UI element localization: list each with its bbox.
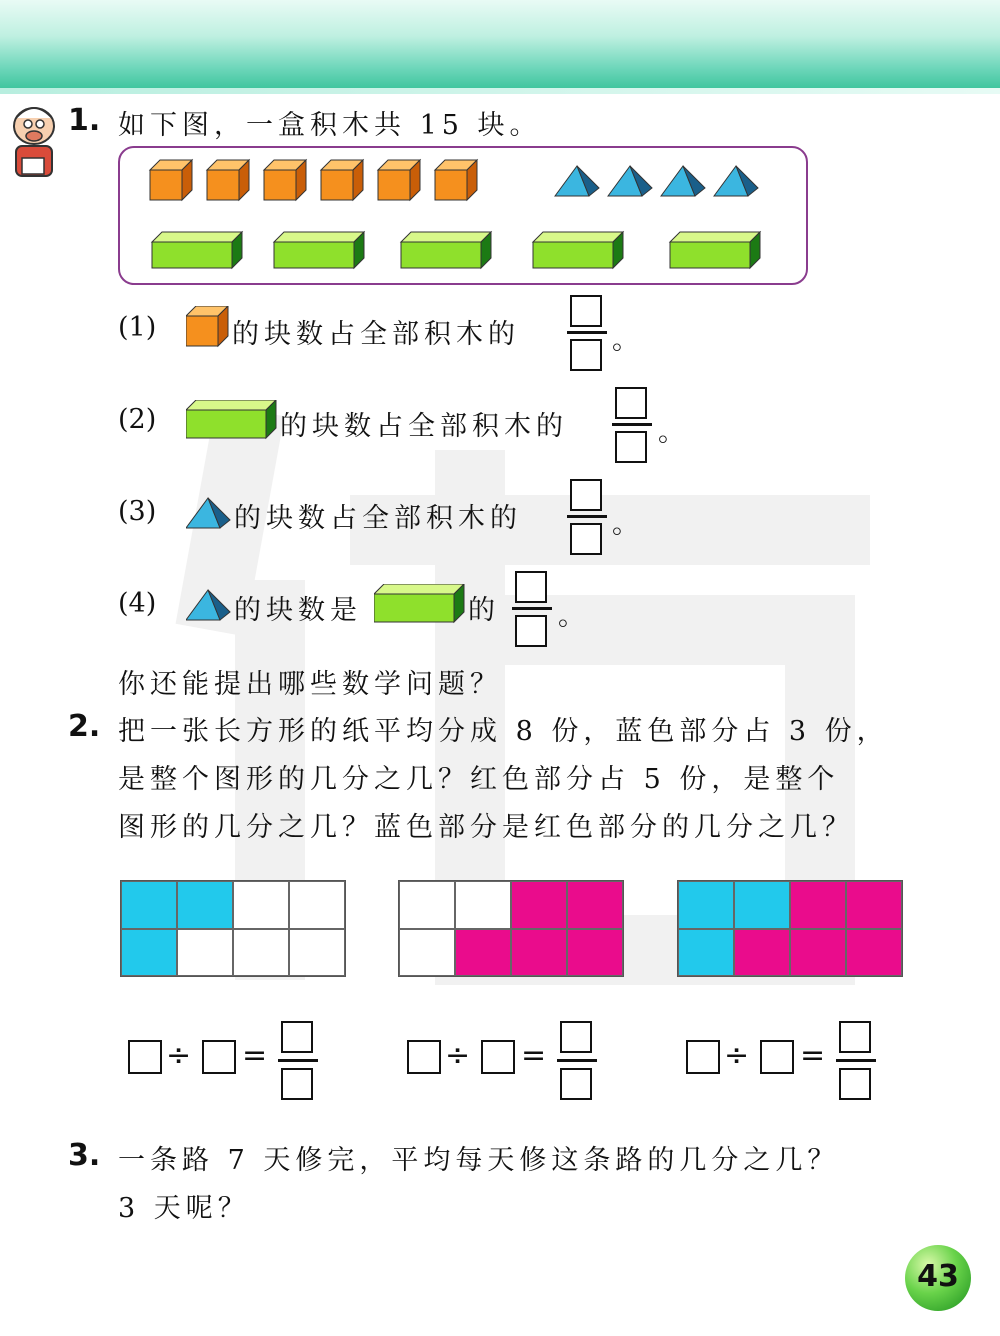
grid-cell-pink xyxy=(567,929,623,977)
result-fraction xyxy=(557,1018,597,1108)
triangle-block-icon xyxy=(186,588,232,622)
divisor-box[interactable] xyxy=(760,1040,794,1074)
denominator-box[interactable] xyxy=(560,1068,592,1100)
cube-block-icon xyxy=(264,160,306,200)
grid-cell-blue xyxy=(734,881,790,929)
division-equation-3 xyxy=(686,1018,896,1108)
header-stripe xyxy=(0,88,1000,94)
sub-4-text-b: 的 xyxy=(468,595,500,626)
cube-block-icon xyxy=(150,160,192,200)
grid-cell-white xyxy=(289,881,345,929)
denominator-box[interactable] xyxy=(515,615,547,647)
grid-cell-white xyxy=(399,881,455,929)
fraction-bar xyxy=(612,423,652,426)
fraction-bar xyxy=(567,515,607,518)
cube-block-icon xyxy=(207,160,249,200)
cube-block-icon xyxy=(186,306,230,348)
grid-cell-blue xyxy=(177,881,233,929)
extra-question: 你还能提出哪些数学问题？ xyxy=(118,669,502,700)
grid-cell-blue xyxy=(678,881,734,929)
division-equation-1 xyxy=(128,1018,338,1108)
denominator-box[interactable] xyxy=(615,431,647,463)
brick-block-icon xyxy=(533,232,623,268)
equals-sign: = xyxy=(521,1038,547,1073)
question-2-number: 2. xyxy=(68,709,101,744)
grid-cell-white xyxy=(233,929,289,977)
sub-1-end: 。 xyxy=(612,325,639,356)
question-2-line-1: 把一张长方形的纸平均分成 8 份，蓝色部分占 3 份， xyxy=(118,716,889,747)
brick-block-icon xyxy=(152,232,242,268)
answer-fraction-3 xyxy=(567,472,607,562)
grid-cell-pink xyxy=(846,881,902,929)
denominator-box[interactable] xyxy=(839,1068,871,1100)
fraction-bar xyxy=(836,1059,876,1062)
numerator-box[interactable] xyxy=(560,1021,592,1053)
result-fraction xyxy=(278,1018,318,1108)
equals-sign: = xyxy=(242,1038,268,1073)
dividend-box[interactable] xyxy=(128,1040,162,1074)
grid-cell-blue xyxy=(678,929,734,977)
result-fraction xyxy=(836,1018,876,1108)
triangle-block-icon xyxy=(555,166,599,196)
grid-cell-white xyxy=(455,881,511,929)
cube-block-icon xyxy=(435,160,477,200)
grid-cell-pink xyxy=(790,929,846,977)
brick-block-icon xyxy=(186,400,278,440)
sub-2-label: (2) xyxy=(118,404,157,435)
answer-fraction-4 xyxy=(512,564,552,654)
question-1-text: 如下图，一盒积木共 15 块。 xyxy=(118,110,542,141)
grid-cell-white xyxy=(399,929,455,977)
brick-block-icon xyxy=(401,232,491,268)
divide-sign: ÷ xyxy=(724,1038,750,1073)
numerator-box[interactable] xyxy=(839,1021,871,1053)
grid-cell-white xyxy=(289,929,345,977)
question-1-number: 1. xyxy=(68,103,101,138)
divide-sign: ÷ xyxy=(166,1038,192,1073)
fraction-bar xyxy=(278,1059,318,1062)
brick-block-icon xyxy=(670,232,760,268)
sub-4-end: 。 xyxy=(558,601,585,632)
sub-3-label: (3) xyxy=(118,496,157,527)
divide-sign: ÷ xyxy=(445,1038,471,1073)
divisor-box[interactable] xyxy=(481,1040,515,1074)
mascot-icon xyxy=(8,100,58,184)
numerator-box[interactable] xyxy=(615,387,647,419)
grid-cell-white xyxy=(233,881,289,929)
sub-1-label: (1) xyxy=(118,312,157,343)
triangle-block-icon xyxy=(186,496,232,530)
sub-2-end: 。 xyxy=(658,417,685,448)
grid-cell-pink xyxy=(846,929,902,977)
grid-cell-pink xyxy=(511,929,567,977)
sub-3-end: 。 xyxy=(612,509,639,540)
dividend-box[interactable] xyxy=(407,1040,441,1074)
fraction-bar xyxy=(557,1059,597,1062)
denominator-box[interactable] xyxy=(570,523,602,555)
grid-cell-pink xyxy=(734,929,790,977)
dividend-box[interactable] xyxy=(686,1040,720,1074)
numerator-box[interactable] xyxy=(570,295,602,327)
header-banner xyxy=(0,0,1000,90)
brick-block-icon xyxy=(374,584,466,624)
answer-fraction-1 xyxy=(567,288,607,378)
question-3-line-2: 3 天呢？ xyxy=(118,1193,250,1224)
fraction-grid-2 xyxy=(398,880,624,977)
blocks-illustration xyxy=(120,148,804,279)
page-number-badge: 43 xyxy=(905,1245,971,1311)
fraction-grid-1 xyxy=(120,880,346,977)
equals-sign: = xyxy=(800,1038,826,1073)
sub-3-text: 的块数占全部积木的 xyxy=(234,503,522,534)
division-equation-2 xyxy=(407,1018,617,1108)
denominator-box[interactable] xyxy=(281,1068,313,1100)
sub-1-text: 的块数占全部积木的 xyxy=(232,319,520,350)
numerator-box[interactable] xyxy=(281,1021,313,1053)
triangle-block-icon xyxy=(661,166,705,196)
grid-cell-pink xyxy=(511,881,567,929)
numerator-box[interactable] xyxy=(515,571,547,603)
grid-cell-pink xyxy=(455,929,511,977)
grid-cell-pink xyxy=(567,881,623,929)
answer-fraction-2 xyxy=(612,380,652,470)
grid-cell-white xyxy=(177,929,233,977)
cube-block-icon xyxy=(321,160,363,200)
divisor-box[interactable] xyxy=(202,1040,236,1074)
grid-cell-blue xyxy=(121,881,177,929)
grid-cell-pink xyxy=(790,881,846,929)
question-2-line-3: 图形的几分之几？蓝色部分是红色部分的几分之几？ xyxy=(118,812,854,843)
brick-block-icon xyxy=(274,232,364,268)
triangle-block-icon xyxy=(714,166,758,196)
triangle-block-icon xyxy=(608,166,652,196)
sub-4-text-a: 的块数是 xyxy=(234,595,362,626)
grid-cell-blue xyxy=(121,929,177,977)
fraction-grid-3 xyxy=(677,880,903,977)
question-3-number: 3. xyxy=(68,1138,101,1173)
sub-4-label: (4) xyxy=(118,588,157,619)
sub-2-text: 的块数占全部积木的 xyxy=(280,411,568,442)
cube-block-icon xyxy=(378,160,420,200)
question-3-line-1: 一条路 7 天修完，平均每天修这条路的几分之几？ xyxy=(118,1145,840,1176)
numerator-box[interactable] xyxy=(570,479,602,511)
denominator-box[interactable] xyxy=(570,339,602,371)
fraction-bar xyxy=(567,331,607,334)
question-2-line-2: 是整个图形的几分之几？红色部分占 5 份，是整个 xyxy=(118,764,840,795)
fraction-bar xyxy=(512,607,552,610)
